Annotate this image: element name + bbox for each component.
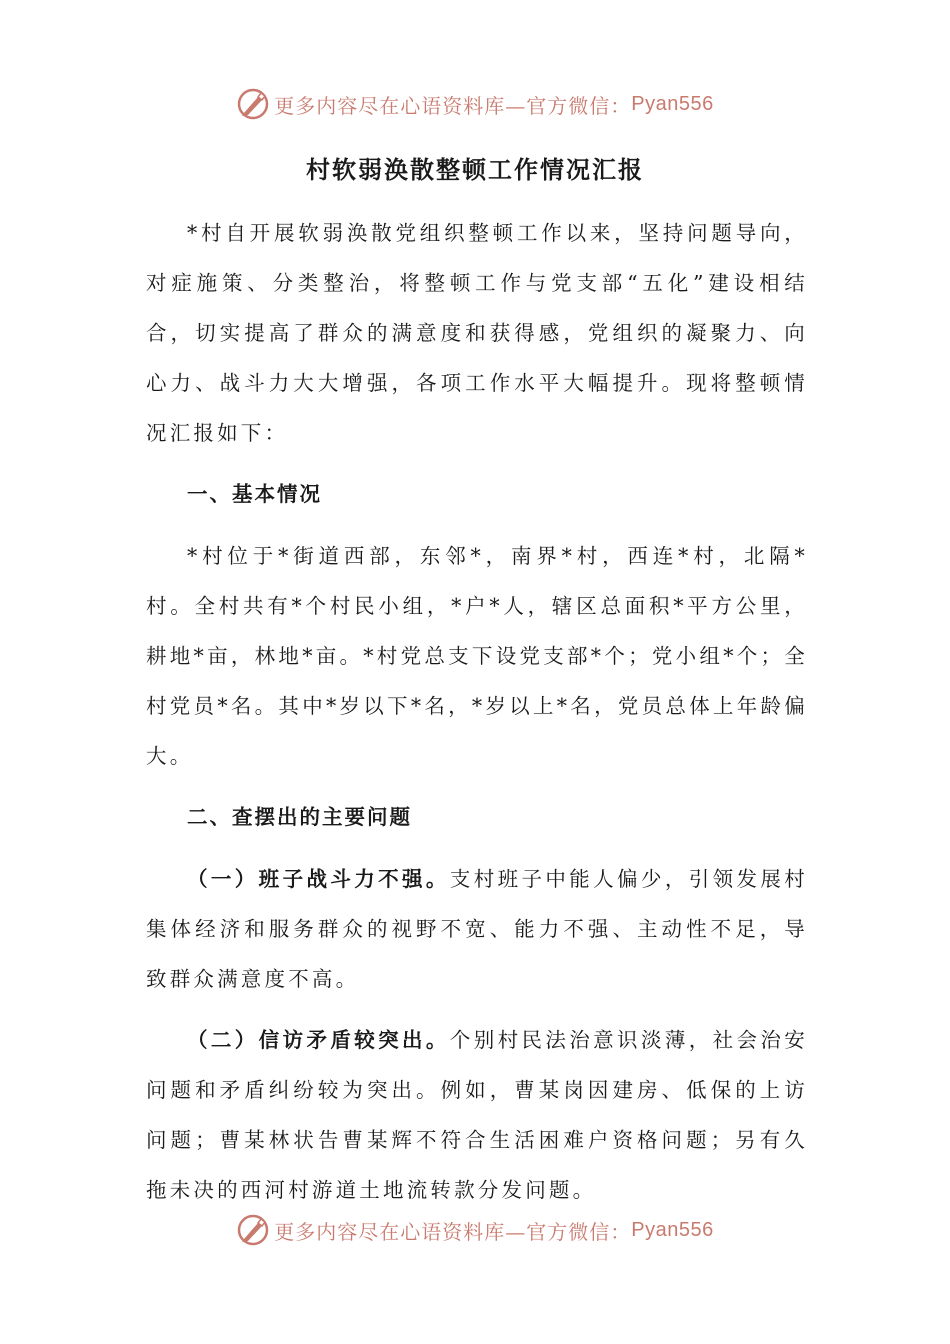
problem-lead: （一）班子战斗力不强。 (187, 867, 450, 891)
section-heading-main-problems: 二、查摆出的主要问题 (187, 805, 412, 829)
pen-logo-icon (236, 1213, 270, 1247)
document-title: 村软弱涣散整顿工作情况汇报 (306, 155, 644, 184)
watermark-wechat-id: Pyan556 (631, 92, 714, 115)
watermark-text: 更多内容尽在心语资料库—官方微信： (274, 93, 632, 118)
problem-body: 个别村民法治意识淡薄，社会治安问题和矛盾纠纷较为突出。例如，曹某岗因建房、低保的上访问题；曹某林状告曹某辉不符合生活困难户资格问题；另有久拖未决的西河村游道土地流转款分发问题。 (146, 1028, 808, 1202)
problem-lead: （二）信访矛盾较突出。 (187, 1028, 450, 1052)
section-heading-basic-info: 一、基本情况 (187, 482, 322, 506)
watermark-wechat-id: Pyan556 (631, 1218, 714, 1241)
watermark-text: 更多内容尽在心语资料库—官方微信： (274, 1219, 632, 1244)
pen-logo-icon (236, 87, 270, 121)
watermark-banner-top (0, 84, 950, 124)
intro-paragraph: *村自开展软弱涣散党组织整顿工作以来，坚持问题导向，对症施策、分类整治，将整顿工作与党支部“五化”建设相结合，切实提高了群众的满意度和获得感，党组织的凝聚力、向心力、战斗力大大增强，各项工作水平大幅提升。现将整顿情况汇报如下： (146, 221, 808, 445)
basic-info-paragraph: *村位于*街道西部，东邻*，南界*村，西连*村，北隔*村。全村共有*个村民小组，*户*人，辖区总面积*平方公里，耕地*亩，林地*亩。*村党总支下设党支部*个；党小组*个；全村党员*名。其中*岁以下*名，*岁以上*名，党员总体上年龄偏大。 (146, 544, 808, 768)
problem-item (146, 1015, 808, 1215)
problem-body: 支村班子中能人偏少，引领发展村集体经济和服务群众的视野不宽、能力不强、主动性不足，导致群众满意度不高。 (146, 867, 808, 991)
watermark-banner-bottom (0, 1210, 950, 1250)
problem-item (146, 854, 808, 1004)
document-body (146, 208, 808, 1215)
